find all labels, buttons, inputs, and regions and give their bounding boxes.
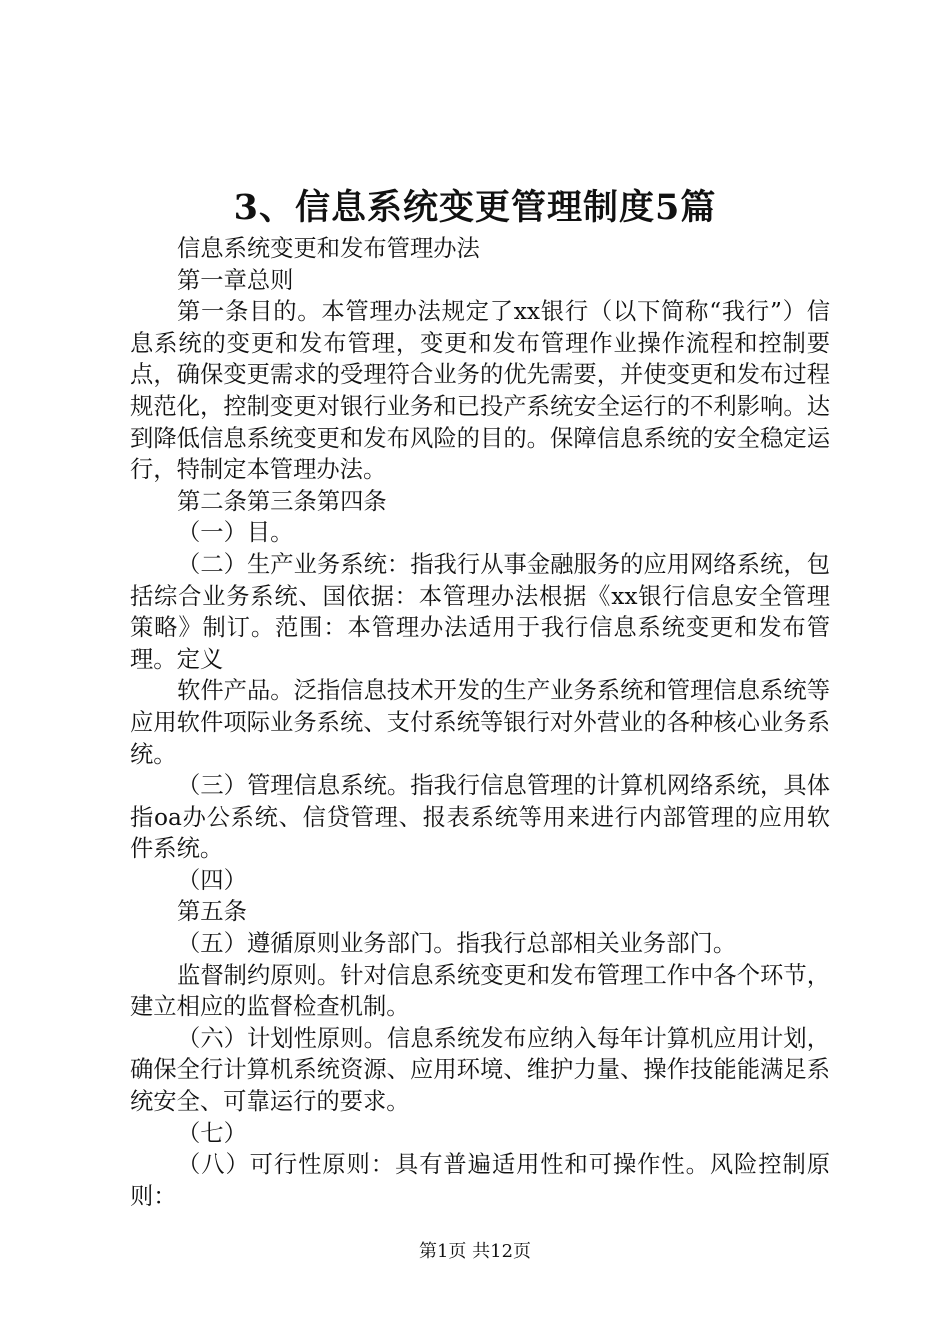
paragraph-chapter: 第一章总则 (177, 266, 294, 294)
paragraph: 第一条目的。本管理办法规定了xx银行（以下简称“我行”）信息系统的变更和发布管理，变更和发布管理作业操作流程和控制要点，确保变更需求的受理符合业务的优先需要，并使变更和发布过程规范化，控制变更对银行业务和已投产系统安全运行的不利影响。达到降低信息系统变更和发布风险的目的。保障信息系统的安全稳定运行，特制定本管理办法。 (130, 298, 830, 484)
paragraph: （八）可行性原则：具有普遍适用性和可操作性。风险控制原则： (130, 1151, 830, 1210)
page-footer (0, 1240, 950, 1264)
document-title: 3、信息系统变更管理制度5篇 (233, 187, 717, 228)
paragraph: （四） (177, 866, 247, 894)
document-body (130, 233, 830, 1212)
page-number-label: 第1页 共12页 (418, 1241, 532, 1262)
paragraph-heading: 信息系统变更和发布管理办法 (177, 235, 480, 262)
paragraph: 第二条第三条第四条 (177, 487, 387, 515)
paragraph: （三）管理信息系统。指我行信息管理的计算机网络系统，具体指oa办公系统、信贷管理、报表系统等用来进行内部管理的应用软件系统。 (130, 772, 830, 863)
paragraph: （六）计划性原则。信息系统发布应纳入每年计算机应用计划，确保全行计算机系统资源、应用环境、维护力量、操作技能能满足系统安全、可靠运行的要求。 (130, 1024, 830, 1116)
paragraph: 监督制约原则。针对信息系统变更和发布管理工作中各个环节，建立相应的监督检查机制。 (130, 961, 830, 1021)
paragraph: （五）遵循原则业务部门。指我行总部相关业务部门。 (177, 930, 737, 958)
paragraph: （一）目。 (177, 519, 294, 547)
paragraph: （七） (177, 1119, 247, 1147)
paragraph: 第五条 (177, 898, 247, 926)
paragraph: （二）生产业务系统：指我行从事金融服务的应用网络系统，包括综合业务系统、国依据：本管理办法根据《xx银行信息安全管理策略》制订。范围：本管理办法适用于我行信息系统变更和发布管理。定义 (130, 550, 830, 673)
paragraph: 软件产品。泛指信息技术开发的生产业务系统和管理信息系统等应用软件项际业务系统、支付系统等银行对外营业的各种核心业务系统。 (130, 677, 830, 768)
